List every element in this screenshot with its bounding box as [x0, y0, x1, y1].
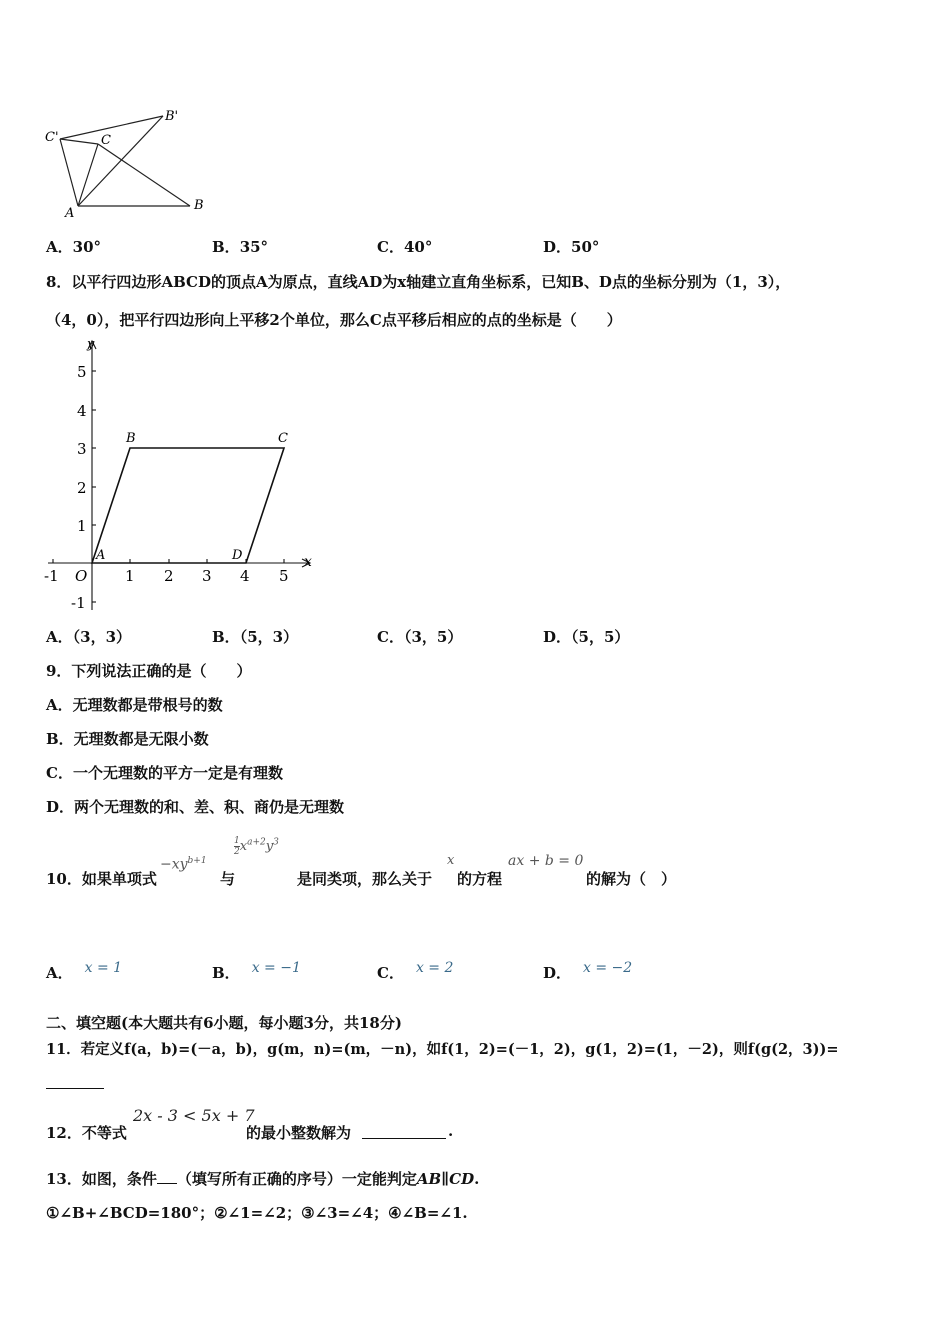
y-axis-label: y	[87, 337, 95, 352]
q10-option-d[interactable]: D． x = −2	[543, 960, 633, 982]
q12-stem-prefix: 12．不等式	[46, 1124, 127, 1142]
q8-stem-line2: （4，0），把平行四边形向上平移2个单位，那么C点平移后相应的点的坐标是（ ）	[46, 311, 622, 329]
q12-inequality: 2x - 3 < 5x + 7	[133, 1106, 255, 1125]
q12-stem-suffix: 的最小整数解为	[246, 1124, 352, 1142]
point-label-b: B	[126, 431, 136, 446]
q8-option-c[interactable]: C．（3，5）	[377, 628, 463, 646]
q8-option-a[interactable]: A．（3，3）	[46, 628, 132, 646]
q12-answer-blank[interactable]	[362, 1122, 446, 1139]
y-tick-label: 1	[77, 517, 87, 535]
point-label-c: C	[278, 431, 288, 446]
q8-coordinate-graph	[40, 335, 320, 620]
x-tick-label: -1	[44, 567, 59, 585]
q7-option-d[interactable]: D．50°	[543, 238, 600, 256]
q10-option-c[interactable]: C． x = 2	[377, 960, 454, 982]
q8-option-b[interactable]: B．（5，3）	[212, 628, 299, 646]
origin-label: O	[75, 567, 88, 585]
q10-variable-x: x	[447, 853, 455, 868]
q9-option-c[interactable]: C．一个无理数的平方一定是有理数	[46, 764, 283, 782]
point-label-a: A	[96, 548, 106, 563]
q8-option-d[interactable]: D．（5，5）	[543, 628, 630, 646]
q10-stem-part1: 10．如果单项式	[46, 870, 157, 888]
label-b: B	[194, 198, 204, 213]
q10-monomial-1: $-xy^{b+1}$	[160, 856, 207, 873]
label-a: A	[65, 206, 75, 221]
q12-stem-end: .	[448, 1122, 454, 1140]
q10-equation: ax + b = 0	[508, 853, 584, 869]
y-tick-label: -1	[71, 594, 86, 612]
q10-monomial-2: $\frac{1}{2}$ $x^{a+2}y^3$	[234, 836, 279, 857]
q9-stem: 9．下列说法正确的是（ ）	[46, 662, 252, 680]
section2-heading: 二、填空题(本大题共有6小题，每小题3分，共18分)	[46, 1014, 402, 1032]
q10-stem-part2: 与	[220, 870, 236, 888]
q11-answer-blank[interactable]	[46, 1072, 104, 1089]
label-c: C	[101, 133, 111, 148]
q7-option-a[interactable]: A．30°	[46, 238, 102, 256]
y-tick-label: 4	[77, 402, 87, 420]
q8-stem-line1: 8．以平行四边形ABCD的顶点A为原点，直线AD为x轴建立直角坐标系，已知B、D点的坐标分别为（1，3），	[46, 273, 791, 291]
x-axis-label: x	[304, 554, 312, 570]
q13-answer-blank[interactable]	[157, 1169, 177, 1184]
q10-option-a[interactable]: A． x = 1	[46, 960, 123, 982]
q11-stem: 11．若定义f(a，b)=(－a，b)，g(m，n)=(m，－n)，如f(1，2)=(－1，2)，g(1，2)=(1，－2)，则f(g(2，3))=	[46, 1041, 839, 1058]
q10-stem-part4: 的方程	[457, 870, 503, 888]
q7-option-c[interactable]: C．40°	[377, 238, 433, 256]
q7-figure	[40, 104, 220, 222]
label-c-prime: C'	[45, 130, 59, 145]
y-tick-label: 2	[77, 479, 87, 497]
q7-option-b[interactable]: B．35°	[212, 238, 269, 256]
y-tick-label: 5	[77, 363, 87, 381]
q13-stem: 13．如图，条件 （填写所有正确的序号）一定能判定AB∥CD.	[46, 1170, 480, 1188]
x-tick-label: 5	[279, 567, 289, 585]
label-b-prime: B'	[165, 109, 179, 124]
y-tick-label: 3	[77, 440, 87, 458]
q10-option-b[interactable]: B． x = −1	[212, 960, 301, 982]
point-label-d: D	[232, 548, 243, 563]
q10-stem-part3: 是同类项，那么关于	[297, 870, 433, 888]
q9-option-b[interactable]: B．无理数都是无限小数	[46, 730, 209, 748]
q9-option-a[interactable]: A．无理数都是带根号的数	[46, 696, 223, 714]
x-tick-label: 3	[202, 567, 212, 585]
x-tick-label: 4	[240, 567, 250, 585]
q9-option-d[interactable]: D．两个无理数的和、差、积、商仍是无理数	[46, 798, 345, 816]
q10-stem-part5: 的解为（ ）	[586, 870, 677, 888]
x-tick-label: 2	[164, 567, 174, 585]
q13-conditions: ①∠B+∠BCD=180°；②∠1=∠2；③∠3=∠4；④∠B=∠1.	[46, 1204, 468, 1222]
x-tick-label: 1	[125, 567, 135, 585]
parallelogram-abcd	[92, 448, 284, 563]
